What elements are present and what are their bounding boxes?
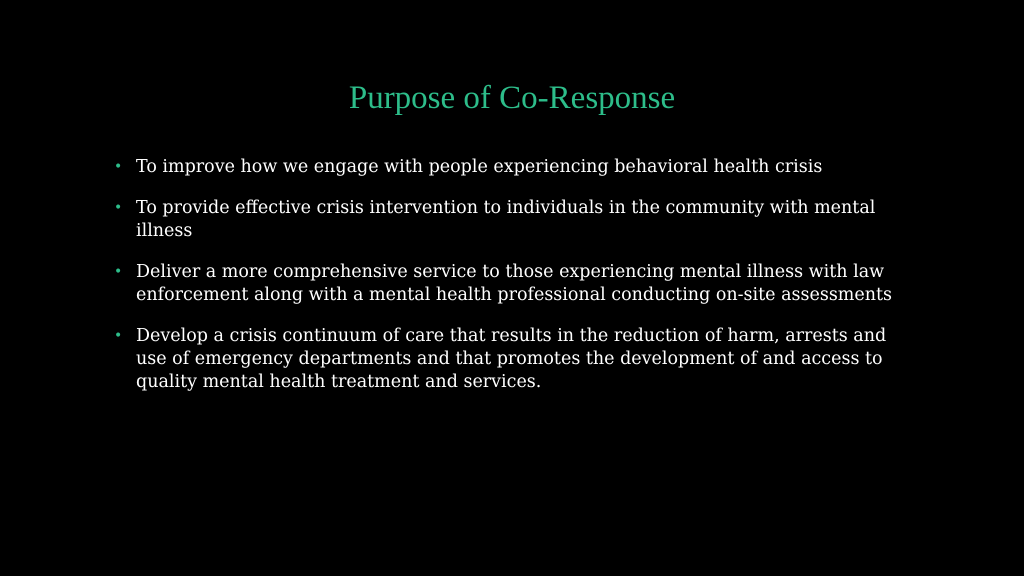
bullet-item [114, 325, 894, 394]
bullet-text: To provide effective crisis intervention to individuals in the community with mental illness [136, 198, 876, 241]
slide-title: Purpose of Co-Response [348, 80, 676, 116]
bullet-icon: • [114, 200, 123, 216]
bullet-icon: • [114, 159, 123, 175]
bullet-icon: • [114, 264, 123, 280]
bullet-icon: • [114, 328, 123, 344]
bullet-text: To improve how we engage with people experiencing behavioral health crisis [136, 157, 823, 177]
bullet-text: Develop a crisis continuum of care that results in the reduction of harm, arrests and use of emergency departments and that promotes the development of and access to quality mental health treatment and services. [136, 326, 887, 392]
bullet-text: Deliver a more comprehensive service to those experiencing mental illness with law enforcement along with a mental health professional conducting on-site assessments [136, 262, 893, 305]
bullet-list [114, 156, 894, 412]
bullet-item [114, 197, 894, 243]
bullet-item [114, 261, 894, 307]
bullet-item [114, 156, 894, 179]
